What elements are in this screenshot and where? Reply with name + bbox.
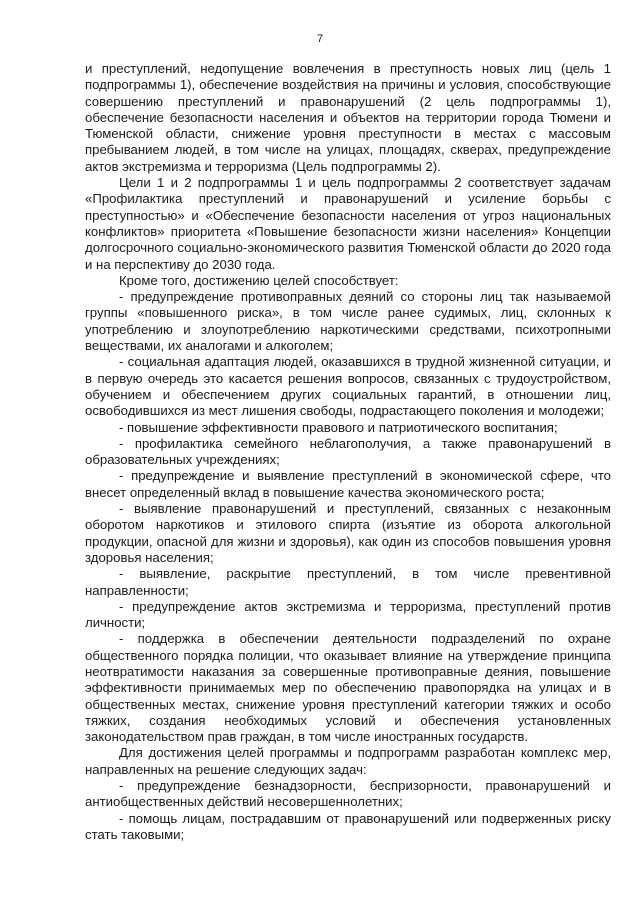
paragraph: - социальная адаптация людей, оказавшихся в трудной жизненной ситуации, и в первую очередь это касается решения вопросов, связанных с трудоустройством, обучением и обеспечением других социальных гарантий, в отношении лиц, освободившихся из мест лишения свободы, подрастающего поколения и молодежи; <box>85 354 611 419</box>
paragraph: - выявление правонарушений и преступлений, связанных с незаконным оборотом наркотиков и этилового спирта (изъятие из оборота алкогольной продукции, опасной для жизни и здоровья), как один из способов повышения уровня здоровья населения; <box>85 501 611 565</box>
paragraph: - предупреждение актов экстремизма и терроризма, преступлений против личности; <box>85 598 611 631</box>
paragraph: Кроме того, достижению целей способствует: <box>119 272 399 288</box>
paragraph: - помощь лицам, пострадавшим от правонарушений или подверженных риску стать таковыми; <box>85 810 611 842</box>
paragraph: - выявление, раскрытие преступлений, в том числе превентивной направленности; <box>85 566 611 598</box>
paragraph: - повышение эффективности правового и патриотического воспитания; <box>119 419 558 435</box>
paragraph: и преступлений, недопущение вовлечения в преступность новых лиц (цель 1 подпрограммы 1), обеспечение воздействия на причины и условия, способствующие совершению преступлений и правонарушений (2 цель подпрограммы 1), обеспечение безопасности населения и объектов на территории города Тюмени и Тюменской области, снижение уровня преступности в местах с массовым пребыванием людей, в том числе на улицах, площадях, скверах, предупреждение актов экстремизма и терроризма (Цель подпрограммы 2). <box>85 61 611 174</box>
paragraph: - предупреждение безнадзорности, беспризорности, правонарушений и антиобщественных действий несовершеннолетних; <box>85 778 611 810</box>
paragraph: Для достижения целей программы и подпрограмм разработан комплекс мер, направленных на решение следующих задач: <box>85 745 611 777</box>
paragraph: Цели 1 и 2 подпрограммы 1 и цель подпрограммы 2 соответствует задачам «Профилактика преступлений и правонарушений и усиление борьбы с преступностью» и «Обеспечение безопасности населения от угроз национальных конфликтов» приоритета «Повышение безопасности жизни населения» Концепции долгосрочного социально-экономического развития Тюменской области до 2020 года и на перспективу до 2030 года. <box>85 175 611 272</box>
page-number: 7 <box>316 33 324 45</box>
paragraph: - предупреждение и выявление преступлений в экономической сфере, что внесет определенный вклад в повышение качества экономического роста; <box>85 468 611 500</box>
body-text <box>85 61 611 843</box>
paragraph: - предупреждение противоправных деяний со стороны лиц так называемой группы «повышенного риска», в том числе ранее судимых, лиц, склонных к употреблению и злоупотреблению наркотическими средствами, психотропными веществами, их аналогами и алкоголем; <box>85 289 611 354</box>
paragraph: - профилактика семейного неблагополучия, а также правонарушений в образовательных учреждениях; <box>85 435 611 468</box>
paragraph: - поддержка в обеспечении деятельности подразделений по охране общественного порядка полиции, что оказывает влияние на утверждение принципа неотвратимости наказания за совершенные противоправные деяния, повышение эффективности принимаемых мер по обеспечению правопорядка на улицах и в общественных местах, снижение уровня преступлений категории тяжких и особо тяжких, создания необходимых условий и обеспечения установленных законодательством прав граждан, в том числе иностранных государств. <box>85 631 611 745</box>
